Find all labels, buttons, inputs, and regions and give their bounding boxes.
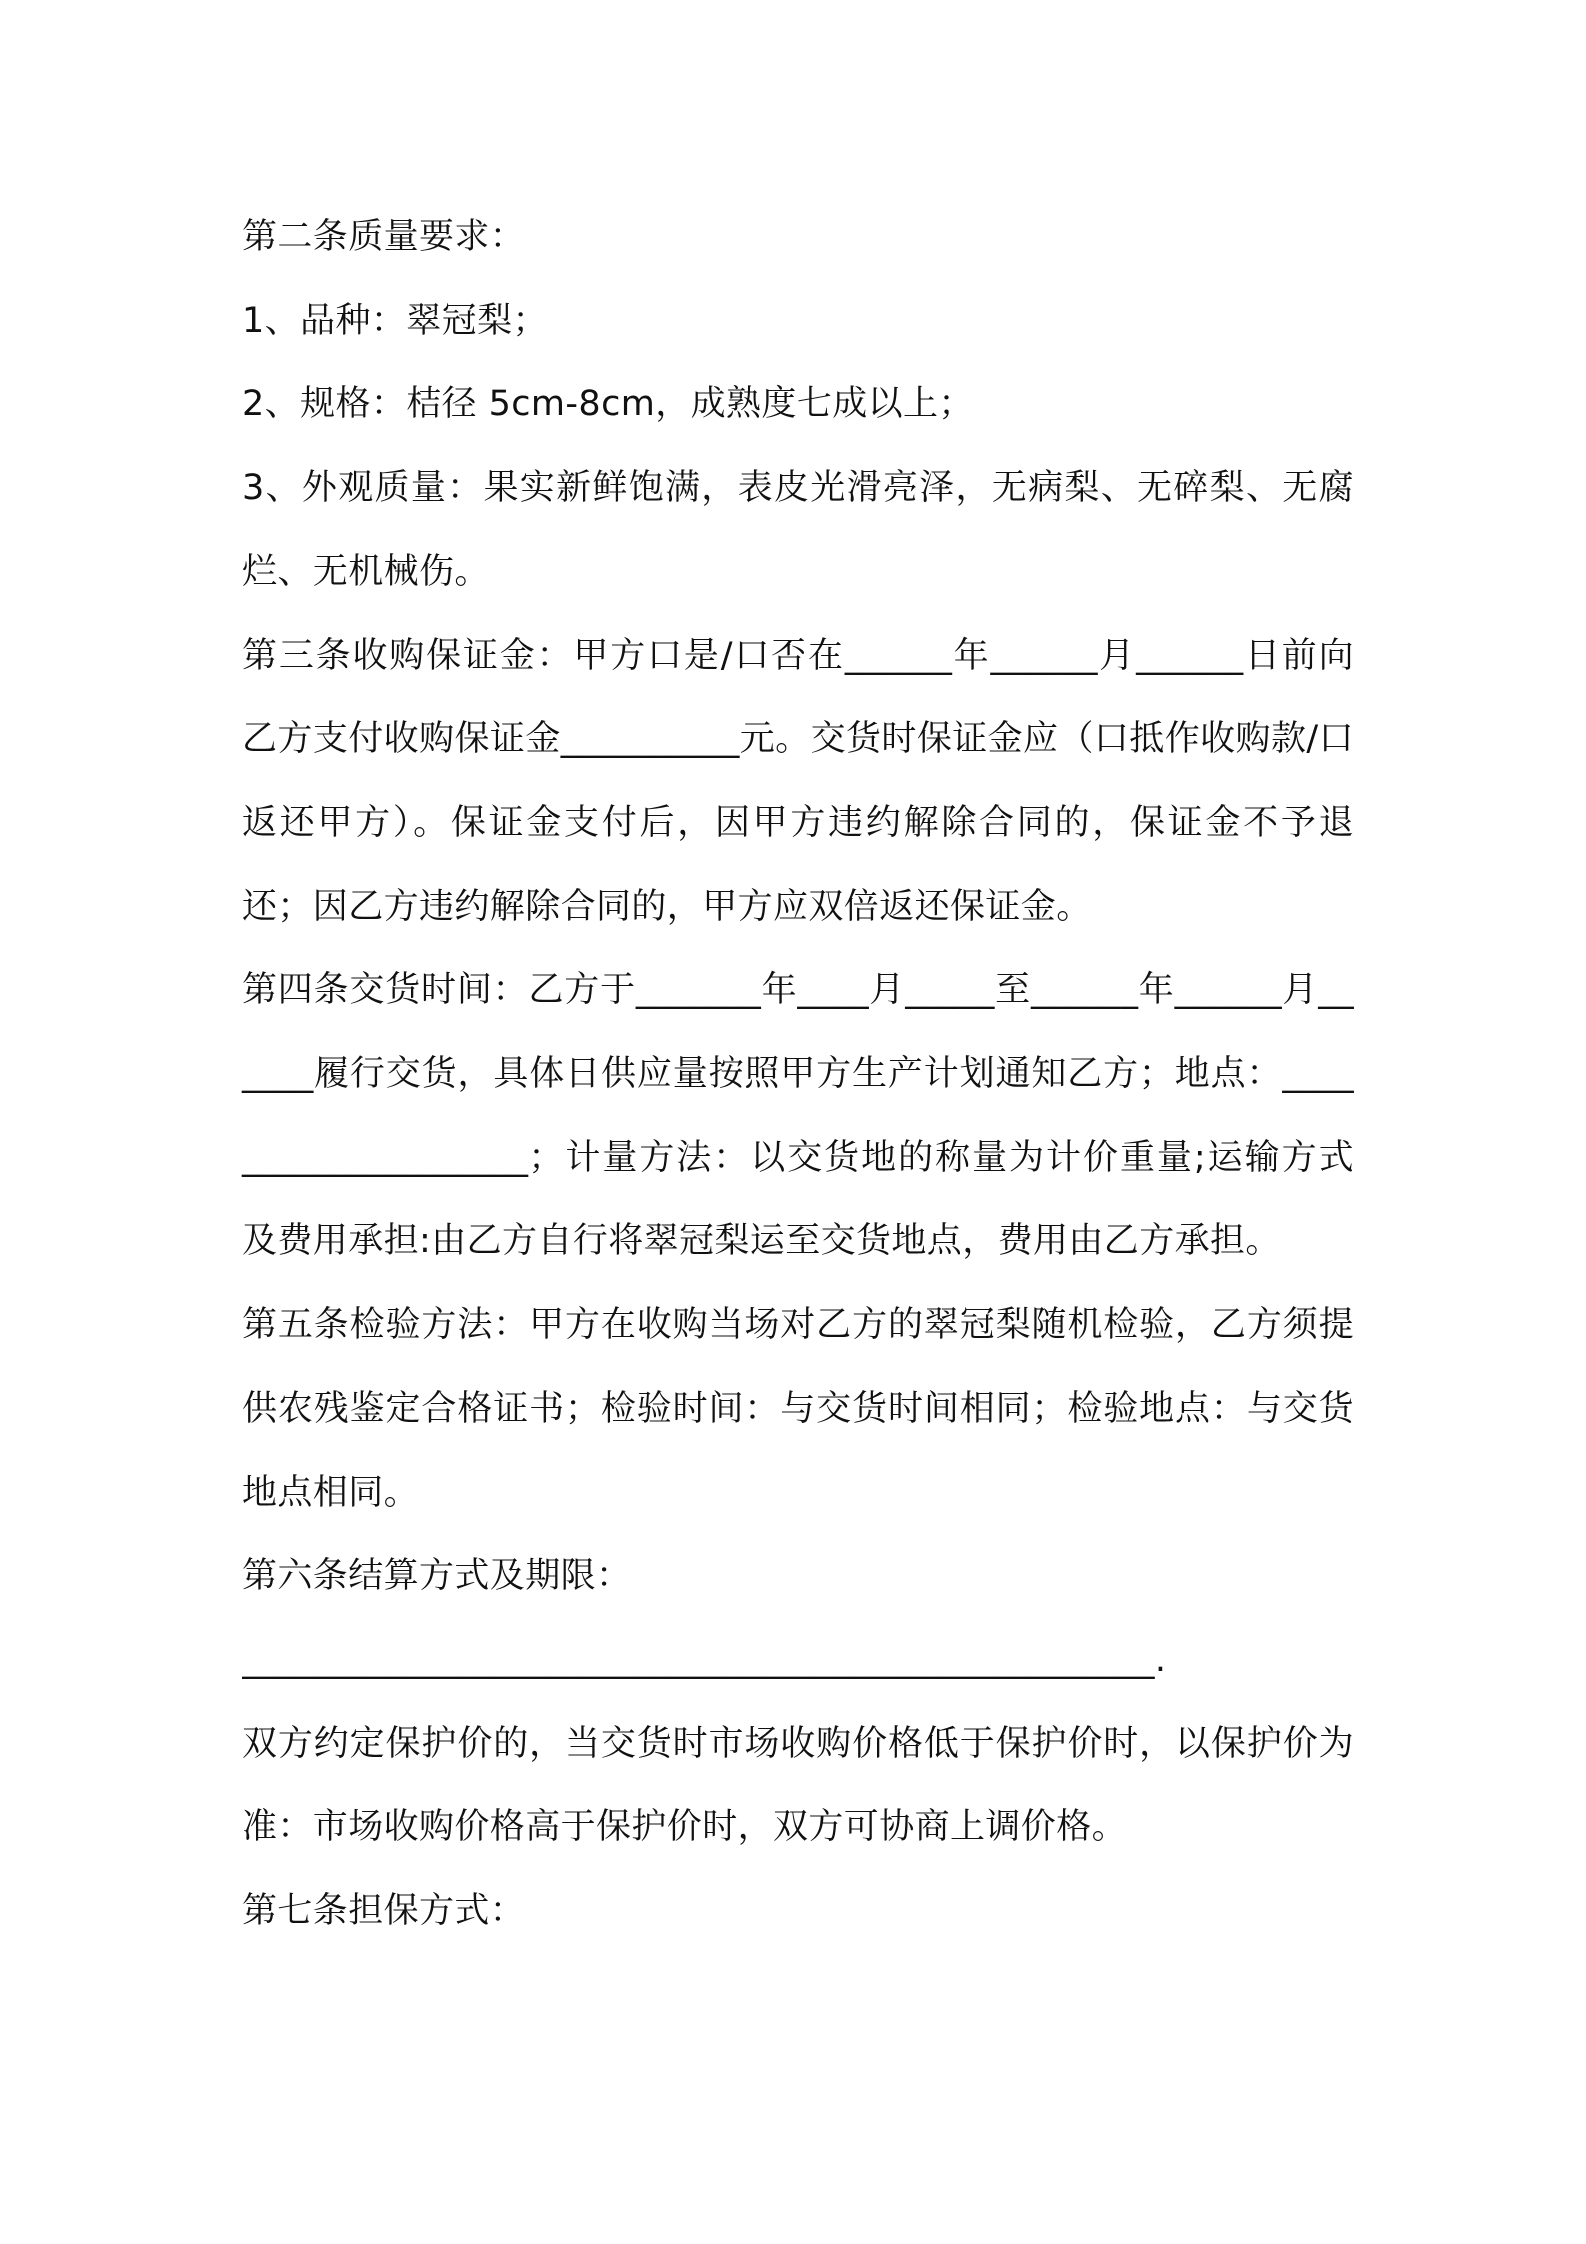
protection-price-clause: 双方约定保护价的，当交货时市场收购价格低于保护价时，以保护价为准：市场收购价格高于保护价时，双方可协商上调价格。 [242,1723,1354,1848]
quality-item-variety: 1、品种：翠冠梨； [242,300,548,341]
article-3-deposit: 第三条收购保证金：甲方口是/口否在______年______月______日前向乙方支付收购保证金__________元。交货时保证金应（口抵作收购款/口返还甲方）。保证金支付后，因甲方违约解除合同的，保证金不予退还；因乙方违约解除合同的，甲方应双倍返还保证金。 [242,635,1354,927]
article-4-delivery: 第四条交货时间：乙方于_______年____月_____至______年______月______履行交货，具体日供应量按照甲方生产计划通知乙方；地点：____________________；计量方法：以交货地的称量为计价重量;运输方式及费用承担:由乙方自行将翠冠梨运至交货地点，费用由乙方承担。 [242,970,1354,1262]
article-2-heading: 第二条质量要求： [242,217,526,257]
quality-item-appearance: 3、外观质量：果实新鲜饱满，表皮光滑亮泽，无病梨、无碎梨、无腐烂、无机械伤。 [242,468,1354,592]
article-6-heading: 第六条结算方式及期限： [242,1556,632,1597]
quality-item-specification: 2、规格：桔径 5cm-8cm，成熟度七成以上； [242,384,974,425]
article-7-heading: 第七条担保方式： [242,1891,526,1932]
article-5-inspection: 第五条检验方法：甲方在收购当场对乙方的翠冠梨随机检验，乙方须提供农残鉴定合格证书；检验时间：与交货时间相同；检验地点：与交货地点相同。 [242,1305,1354,1513]
settlement-blank-line: ___________________________________________________. [242,1639,1167,1680]
document-body [242,196,1354,1954]
